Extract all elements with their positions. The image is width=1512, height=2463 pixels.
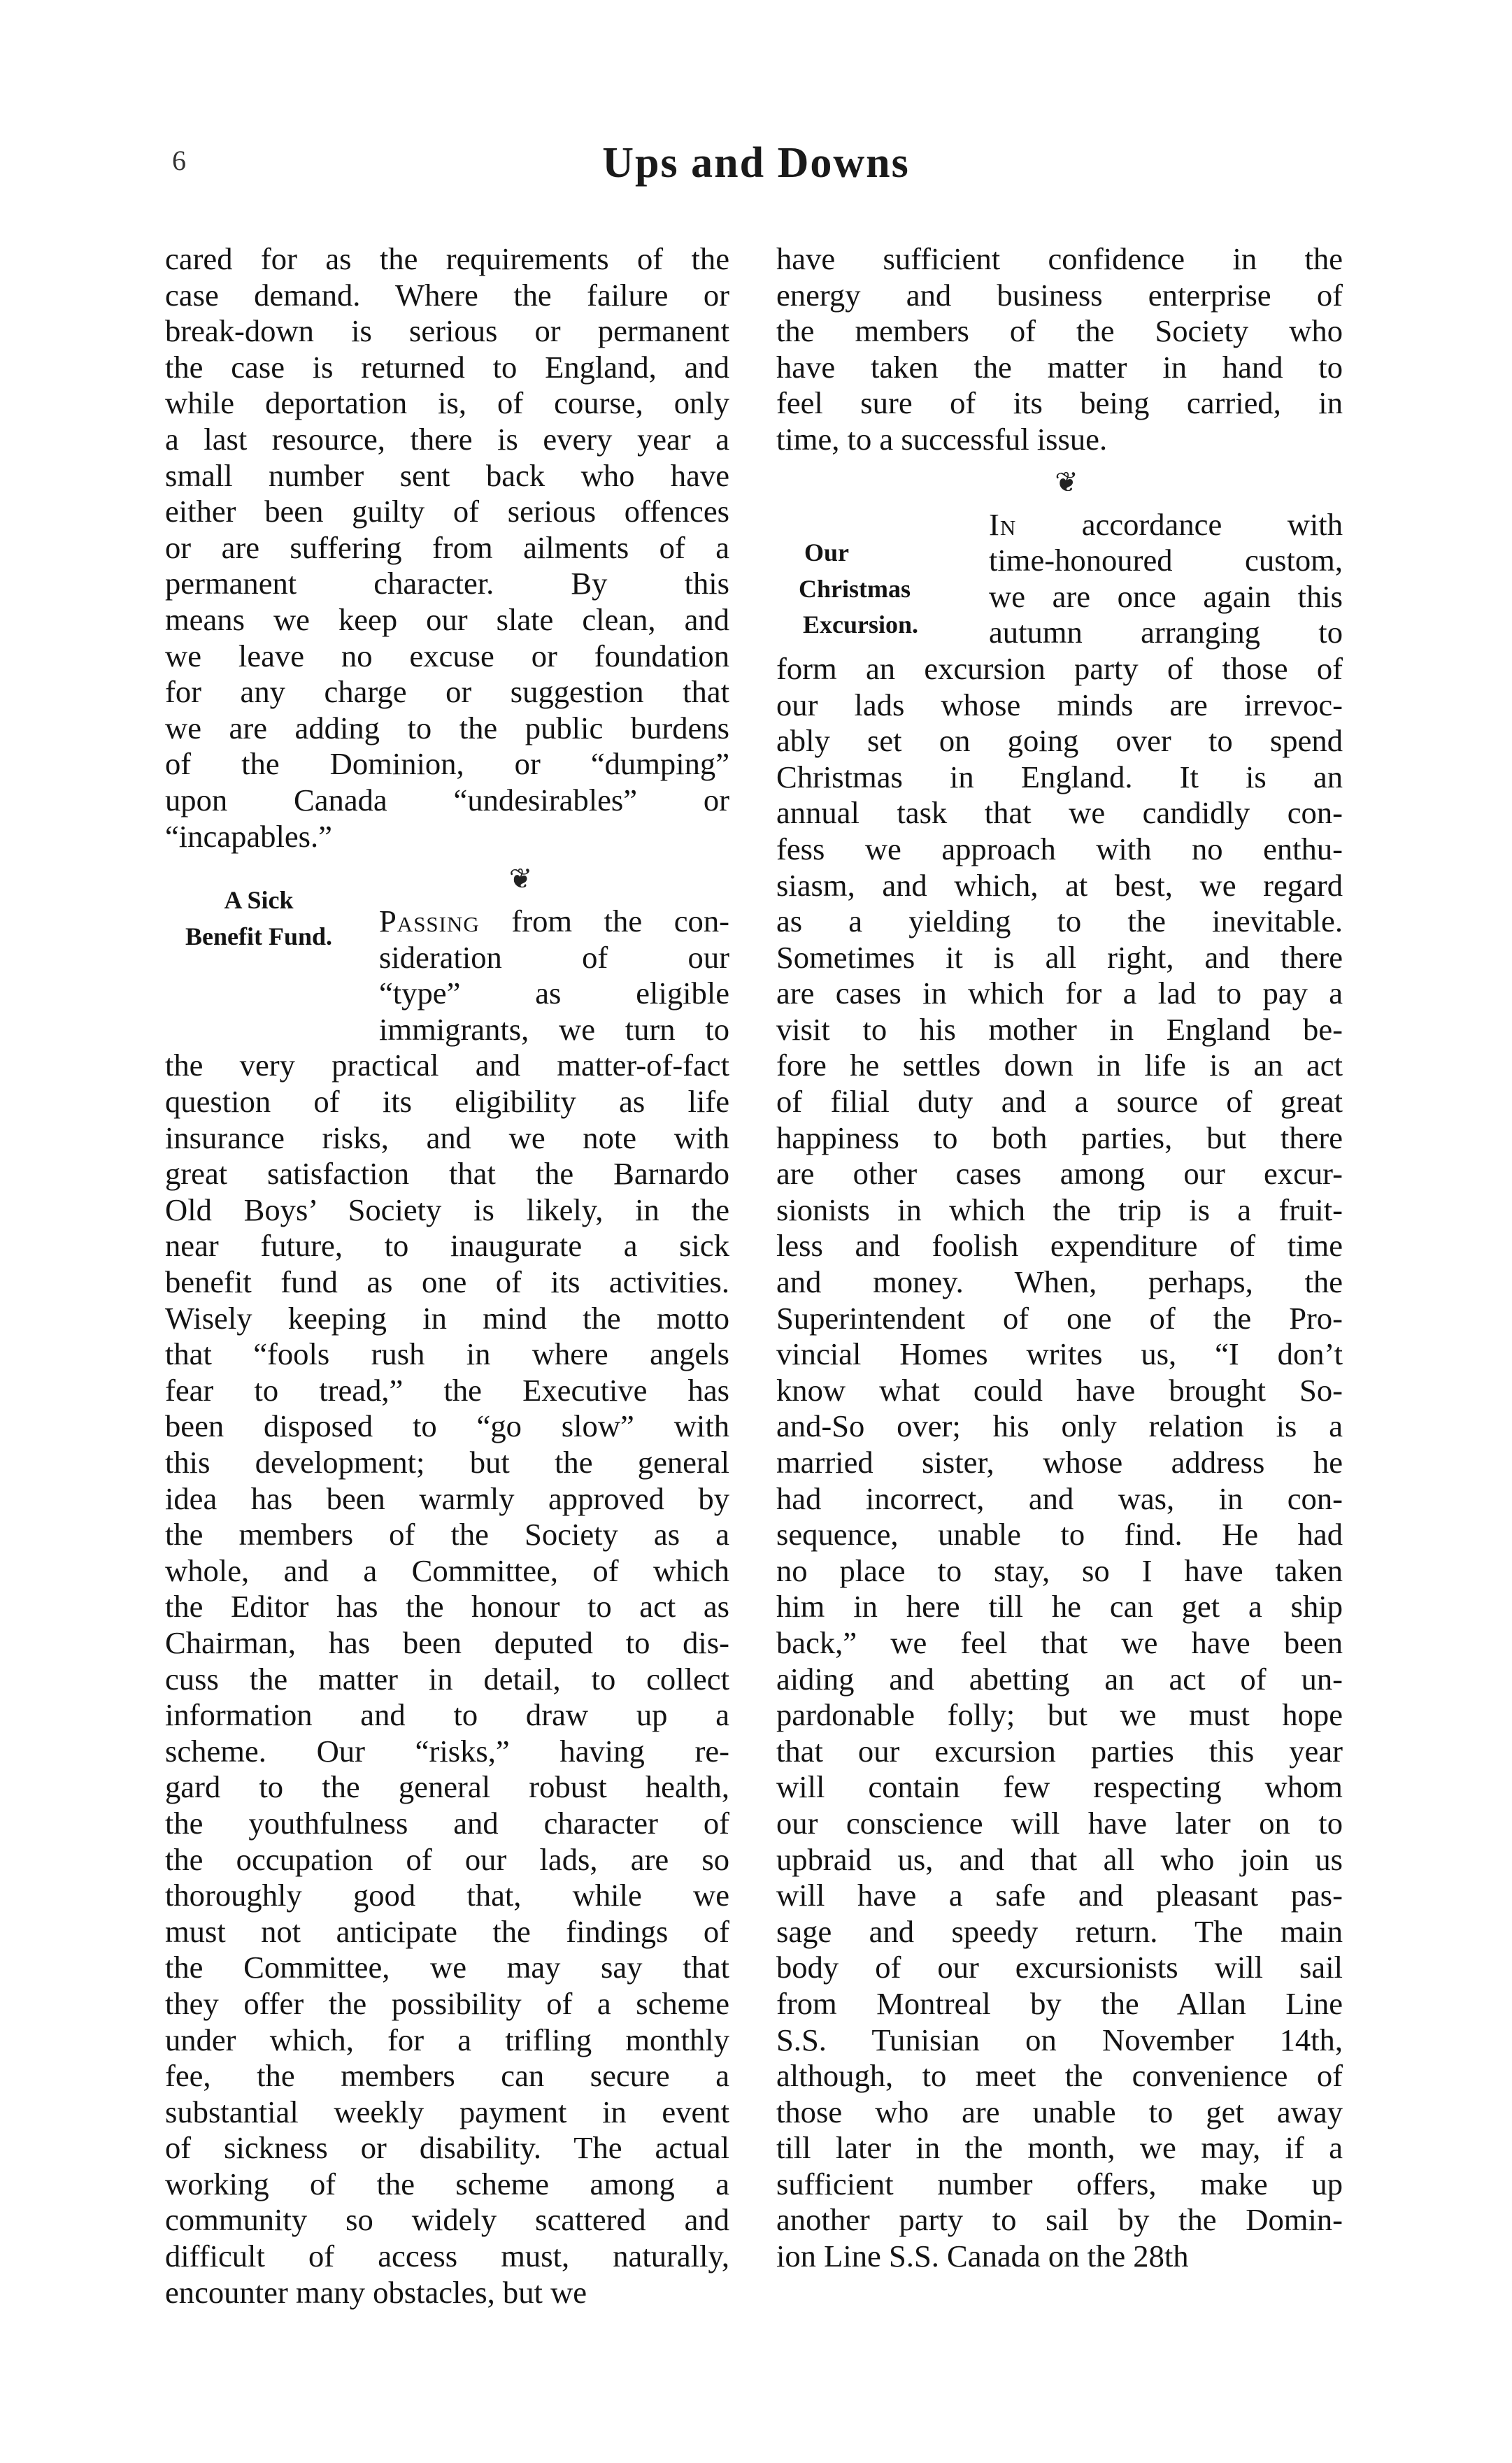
text-line: sionists in which the trip is a fruit- xyxy=(776,1192,1343,1227)
text-line xyxy=(989,507,1343,543)
text-line: great satisfaction that the Barnardo xyxy=(165,1156,729,1192)
text-line: of the Dominion, or “dumping” xyxy=(165,746,729,782)
text-line: are other cases among our excur- xyxy=(776,1156,1343,1192)
text-line: our lads whose minds are irrevoc- xyxy=(776,687,1343,722)
text-line: sequence, unable to find. He had xyxy=(776,1517,1343,1552)
text-line: less and foolish expenditure of time xyxy=(776,1228,1343,1264)
text-line: from Montreal by the Allan Line xyxy=(776,1985,1343,2021)
text-line: insurance risks, and we note with xyxy=(165,1120,729,1155)
text-line: benefit fund as one of its activities. xyxy=(165,1264,729,1300)
text-line: till later in the month, we may, if a xyxy=(776,2130,1343,2166)
text-line: back,” we feel that we have been xyxy=(776,1625,1343,1660)
text-line: sideration of our xyxy=(379,939,729,975)
text-line: either been guilty of serious offences xyxy=(165,494,729,529)
text-line: of sickness or disability. The actual xyxy=(165,2130,729,2166)
sidehead-line: Excursion. xyxy=(803,611,919,639)
text-line: sage and speedy return. The main xyxy=(776,1913,1343,1949)
sidehead-line: Benefit Fund. xyxy=(185,922,333,950)
text-line: gard to the general robust health, xyxy=(165,1769,729,1805)
paragraph-deportation xyxy=(165,241,729,855)
text-line: the Editor has the honour to act as xyxy=(165,1589,729,1625)
text-line: sufficient number offers, make up xyxy=(776,2166,1343,2201)
text-line: we leave no excuse or foundation xyxy=(165,638,729,673)
text-line: a last resource, there is every year a xyxy=(165,421,729,457)
text-line: the very practical and matter-of-fact xyxy=(165,1048,729,1083)
text-line: small number sent back who have xyxy=(165,457,729,493)
text-line: body of our excursionists will sail xyxy=(776,1950,1343,1985)
text-line: the members of the Society who xyxy=(776,313,1343,349)
text-line: time-honoured custom, xyxy=(989,543,1343,578)
text-line: must not anticipate the findings of xyxy=(165,1913,729,1949)
text-line: substantial weekly payment in event xyxy=(165,2094,729,2129)
text-line: will have a safe and pleasant pas- xyxy=(776,1878,1343,1913)
text-line: Superintendent of one of the Pro- xyxy=(776,1300,1343,1336)
text-line: ion Line S.S. Canada on the 28th xyxy=(776,2239,1189,2274)
text-line: permanent character. By this xyxy=(165,566,729,601)
text-line: although, to meet the convenience of xyxy=(776,2058,1343,2094)
initial-small-caps-word: In xyxy=(989,506,1017,542)
text-line: fee, the members can secure a xyxy=(165,2058,729,2094)
text-line: another party to sail by the Domin- xyxy=(776,2202,1343,2238)
left-column xyxy=(165,241,729,2311)
text-line: while deportation is, of course, only xyxy=(165,385,729,421)
text-line: form an excursion party of those of xyxy=(776,650,1343,686)
text-line: they offer the possibility of a scheme xyxy=(165,1985,729,2021)
text-line: had incorrect, and was, in con- xyxy=(776,1480,1343,1516)
text-line: those who are unable to get away xyxy=(776,2094,1343,2129)
text-line: near future, to inaugurate a sick xyxy=(165,1228,729,1264)
text-line: question of its eligibility as life xyxy=(165,1084,729,1120)
text-line: happiness to both parties, but there xyxy=(776,1120,1343,1155)
text-line: Old Boys’ Society is likely, in the xyxy=(165,1192,729,1227)
text-line: annual task that we candidly con- xyxy=(776,795,1343,831)
text-line: the occupation of our lads, are so xyxy=(165,1841,729,1877)
text-line: the members of the Society as a xyxy=(165,1517,729,1552)
text-line: fore he settles down in life is an act xyxy=(776,1048,1343,1083)
text-line: upon Canada “undesirables” or xyxy=(165,782,729,818)
paragraph-excursion xyxy=(776,651,1343,2275)
text-line: that “fools rush in where angels xyxy=(165,1336,729,1372)
paragraph-confidence xyxy=(776,241,1343,458)
text-line: of filial duty and a source of great xyxy=(776,1084,1343,1120)
text-line: vincial Homes writes us, “I don’t xyxy=(776,1336,1343,1372)
right-column xyxy=(776,241,1343,2275)
text-line: upbraid us, and that all who join us xyxy=(776,1841,1343,1877)
text-line: encounter many obstacles, but we xyxy=(165,2274,587,2310)
text-line: as a yielding to the inevitable. xyxy=(776,904,1343,939)
text-line: community so widely scattered and xyxy=(165,2202,729,2238)
text-line: Sometimes it is all right, and there xyxy=(776,939,1343,975)
text-run: from the con- xyxy=(479,904,729,939)
text-line: means we keep our slate clean, and xyxy=(165,601,729,637)
text-line: this development; but the general xyxy=(165,1445,729,1480)
text-line: are cases in which for a lad to pay a xyxy=(776,976,1343,1011)
sidehead-line: A Sick xyxy=(224,886,294,914)
text-line: and money. When, perhaps, the xyxy=(776,1264,1343,1300)
initial-small-caps-word: Passing xyxy=(379,904,480,939)
text-line: the Committee, we may say that xyxy=(165,1950,729,1985)
text-line: feel sure of its being carried, in xyxy=(776,385,1343,421)
text-line: working of the scheme among a xyxy=(165,2166,729,2201)
text-line: that our excursion parties this year xyxy=(776,1733,1343,1769)
text-line: cared for as the requirements of the xyxy=(165,241,729,276)
text-line: no place to stay, so I have taken xyxy=(776,1552,1343,1588)
ornament-divider: ❦ xyxy=(1055,466,1078,498)
text-line: Christmas in England. It is an xyxy=(776,759,1343,794)
text-line: him in here till he can get a ship xyxy=(776,1589,1343,1625)
text-line: we are adding to the public burdens xyxy=(165,710,729,745)
text-line: we are once again this xyxy=(989,578,1343,614)
running-title: Ups and Downs xyxy=(602,139,910,187)
text-line: and-So over; his only relation is a xyxy=(776,1408,1343,1444)
text-line: autumn arranging to xyxy=(989,615,1343,650)
text-run: accordance with xyxy=(1016,506,1343,542)
text-line: under which, for a trifling monthly xyxy=(165,2022,729,2057)
text-line: immigrants, we turn to xyxy=(379,1011,729,1047)
text-line: break-down is serious or permanent xyxy=(165,313,729,349)
text-line: time, to a successful issue. xyxy=(776,421,1108,457)
text-line: the youthfulness and character of xyxy=(165,1805,729,1841)
text-line: the case is returned to England, and xyxy=(165,349,729,385)
text-line: difficult of access must, naturally, xyxy=(165,2239,729,2274)
text-line: fess we approach with no enthu- xyxy=(776,831,1343,866)
text-line: case demand. Where the failure or xyxy=(165,277,729,313)
text-line: our conscience will have later on to xyxy=(776,1805,1343,1841)
text-line: Wisely keeping in mind the motto xyxy=(165,1300,729,1336)
paragraph-sick-fund xyxy=(165,1048,729,2311)
text-line: siasm, and which, at best, we regard xyxy=(776,867,1343,903)
text-line: for any charge or suggestion that xyxy=(165,674,729,710)
text-line: fear to tread,” the Executive has xyxy=(165,1372,729,1408)
text-line: aiding and abetting an act of un- xyxy=(776,1661,1343,1697)
text-line xyxy=(379,904,729,940)
page-number: 6 xyxy=(172,145,186,176)
text-line: will contain few respecting whom xyxy=(776,1769,1343,1805)
paragraph-sick-fund-opening xyxy=(165,904,729,1048)
text-line: or are suffering from ailments of a xyxy=(165,529,729,565)
text-line: scheme. Our “risks,” having re- xyxy=(165,1733,729,1769)
text-line: information and to draw up a xyxy=(165,1697,729,1733)
ornament-divider: ❦ xyxy=(508,863,533,895)
text-line: been disposed to “go slow” with xyxy=(165,1408,729,1444)
text-line: pardonable folly; but we must hope xyxy=(776,1697,1343,1733)
text-line: Chairman, has been deputed to dis- xyxy=(165,1625,729,1660)
text-line: thoroughly good that, while we xyxy=(165,1878,729,1913)
text-line: married sister, whose address he xyxy=(776,1445,1343,1480)
text-line: have taken the matter in hand to xyxy=(776,349,1343,385)
text-line: idea has been warmly approved by xyxy=(165,1480,729,1516)
text-line: S.S. Tunisian on November 14th, xyxy=(776,2022,1343,2057)
text-line: cuss the matter in detail, to collect xyxy=(165,1661,729,1697)
text-line: know what could have brought So- xyxy=(776,1372,1343,1408)
text-line: “incapables.” xyxy=(165,818,332,854)
text-line: energy and business enterprise of xyxy=(776,277,1343,313)
paragraph-excursion-opening xyxy=(776,507,1343,651)
text-line: visit to his mother in England be- xyxy=(776,1011,1343,1047)
text-line: whole, and a Committee, of which xyxy=(165,1552,729,1588)
text-line: have sufficient confidence in the xyxy=(776,241,1343,276)
text-line: ably set on going over to spend xyxy=(776,723,1343,759)
sidehead-line: Christmas xyxy=(799,574,911,603)
sidehead-line: Our xyxy=(804,538,850,566)
text-line: “type” as eligible xyxy=(379,976,729,1011)
